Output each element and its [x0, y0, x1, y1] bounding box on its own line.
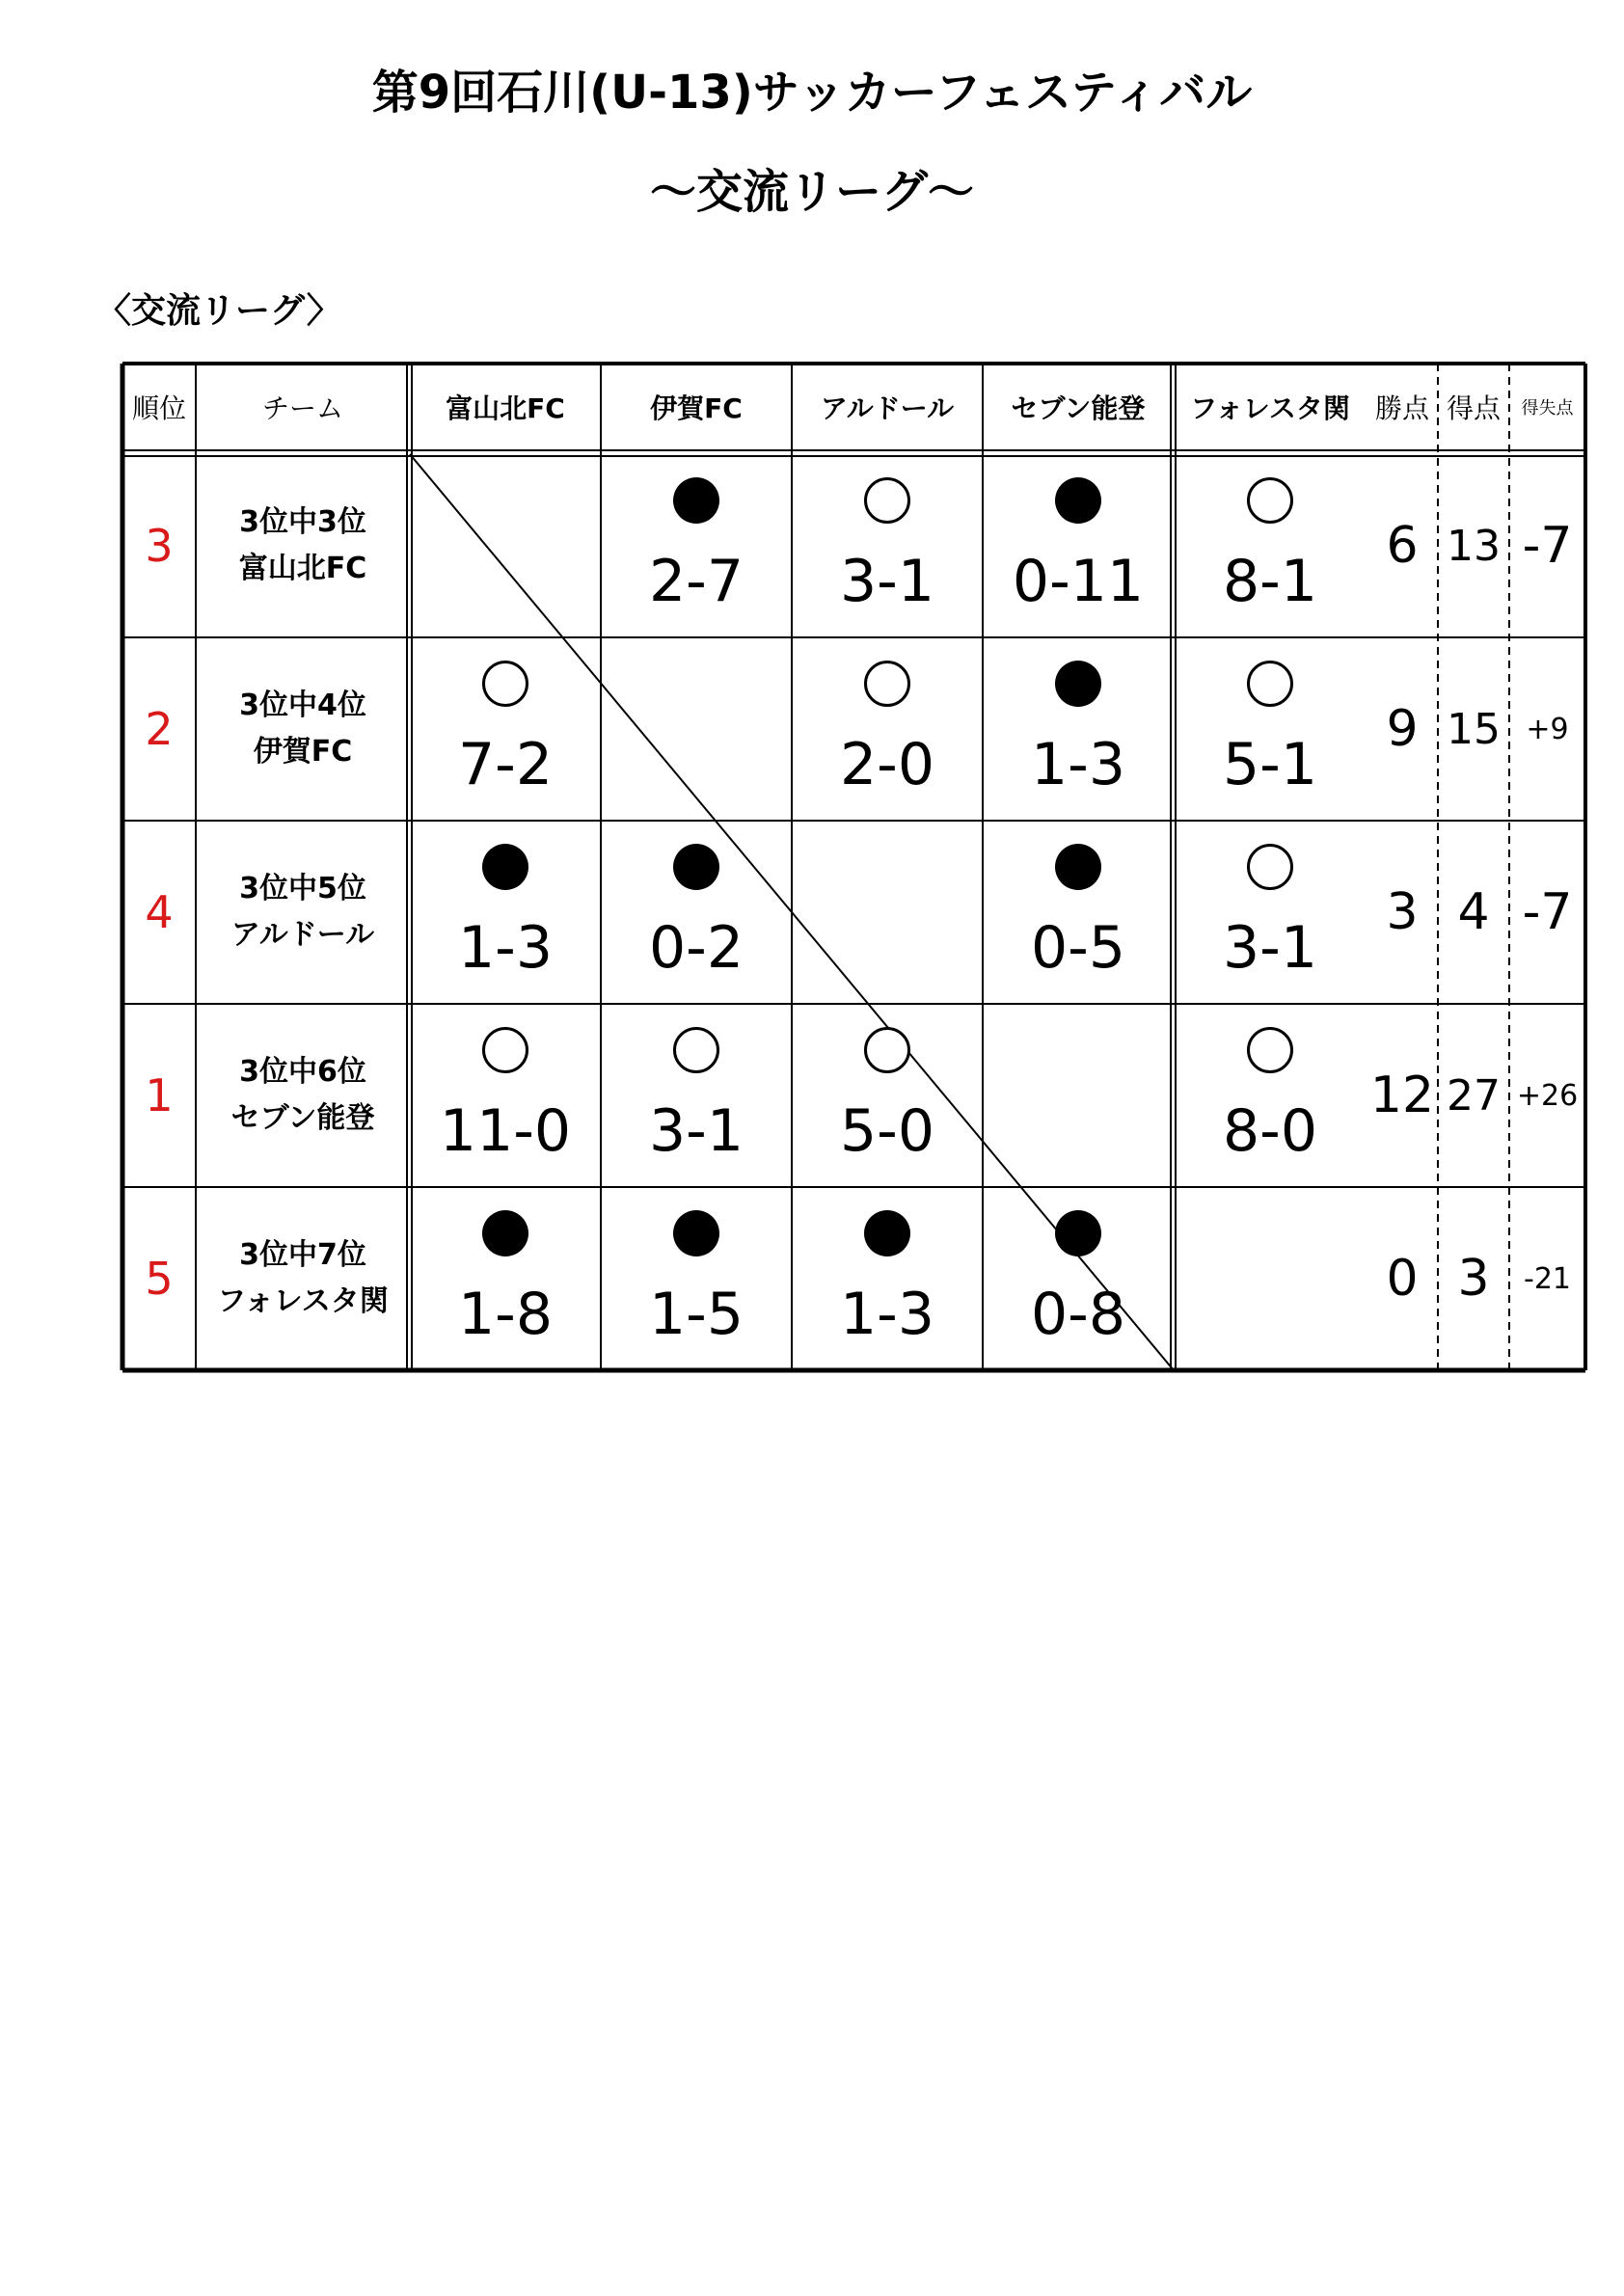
match-score: 1-3 [1031, 731, 1125, 798]
goal-diff-value: -21 [1524, 1261, 1571, 1296]
match-score: 1-3 [840, 1281, 934, 1348]
page-subtitle: ～交流リーグ～ [649, 165, 974, 219]
match-score: 0-8 [1031, 1281, 1125, 1348]
loss-circle-icon [1055, 477, 1101, 524]
match-result [792, 637, 983, 821]
team-cell [196, 637, 410, 821]
win-circle-icon [864, 1027, 910, 1073]
match-result [1174, 1004, 1367, 1187]
team-placement: 3位中4位 [239, 689, 366, 722]
match-result [1174, 637, 1367, 821]
match-score: 8-0 [1223, 1097, 1317, 1165]
match-result [410, 1187, 601, 1370]
team-placement: 3位中5位 [239, 872, 366, 905]
match-result [792, 1187, 983, 1370]
team-name: フォレスタ関 [217, 1284, 389, 1318]
page-title: 第9回石川(U-13)サッカーフェスティバル [371, 66, 1253, 120]
team-cell [196, 1004, 410, 1187]
header-opponent: セブン能登 [1011, 392, 1146, 424]
match-result [410, 1004, 601, 1187]
header-opponent: 伊賀FC [650, 392, 743, 424]
points-value: 6 [1386, 517, 1419, 575]
match-result [1174, 454, 1367, 637]
loss-circle-icon [864, 1210, 910, 1256]
goals-for-value: 3 [1457, 1250, 1490, 1308]
match-result [983, 637, 1174, 821]
match-score: 8-1 [1223, 548, 1317, 615]
points-value: 9 [1386, 700, 1419, 758]
goals-for-value: 4 [1457, 883, 1490, 941]
match-score: 3-1 [649, 1097, 744, 1165]
match-score: 2-0 [840, 731, 934, 798]
loss-circle-icon [1055, 1210, 1101, 1256]
goal-diff-value: +26 [1516, 1078, 1579, 1113]
team-name: セブン能登 [230, 1101, 375, 1135]
match-result [983, 1187, 1174, 1370]
match-score: 1-3 [458, 914, 553, 982]
rank-value: 1 [145, 1069, 174, 1121]
win-circle-icon [864, 477, 910, 524]
win-circle-icon [1247, 661, 1293, 707]
points-value: 0 [1386, 1250, 1419, 1308]
header-opponent: アルドール [820, 392, 955, 424]
section-label: 〈交流リーグ〉 [96, 291, 341, 331]
header-points: 勝点 [1374, 392, 1429, 424]
match-result [410, 637, 601, 821]
loss-circle-icon [1055, 661, 1101, 707]
loss-circle-icon [673, 477, 719, 524]
team-cell [196, 454, 410, 637]
match-result [792, 454, 983, 637]
match-result [410, 821, 601, 1004]
team-name: 伊賀FC [253, 735, 353, 769]
league-table [122, 364, 1585, 1373]
points-value: 3 [1386, 883, 1419, 941]
win-circle-icon [1247, 844, 1293, 890]
win-circle-icon [482, 661, 528, 707]
header-team: チーム [261, 392, 343, 424]
match-score: 5-0 [840, 1097, 934, 1165]
team-placement: 3位中3位 [239, 505, 366, 539]
loss-circle-icon [673, 1210, 719, 1256]
team-name: アルドール [230, 918, 375, 952]
match-score: 0-11 [1012, 548, 1145, 615]
team-name: 富山北FC [238, 552, 367, 585]
goal-diff-value: -7 [1522, 517, 1573, 575]
match-result [601, 1004, 792, 1187]
match-score: 7-2 [458, 731, 553, 798]
team-placement: 3位中7位 [239, 1238, 366, 1272]
goals-for-value: 15 [1447, 704, 1501, 754]
win-circle-icon [1247, 477, 1293, 524]
header-opponent: フォレスタ関 [1190, 392, 1350, 424]
rank-value: 3 [145, 520, 174, 572]
header-rank: 順位 [131, 392, 186, 424]
match-result [983, 821, 1174, 1004]
match-score: 3-1 [1223, 914, 1317, 982]
win-circle-icon [1247, 1027, 1293, 1073]
match-result [601, 1187, 792, 1370]
loss-circle-icon [673, 844, 719, 890]
goal-diff-value: -7 [1522, 883, 1573, 941]
match-result [601, 821, 792, 1004]
match-result [983, 454, 1174, 637]
match-score: 11-0 [439, 1097, 572, 1165]
rank-value: 5 [145, 1253, 174, 1305]
points-value: 12 [1369, 1067, 1435, 1124]
win-circle-icon [482, 1027, 528, 1073]
goal-diff-value: +9 [1526, 712, 1569, 746]
match-score: 1-5 [649, 1281, 744, 1348]
match-result [601, 454, 792, 637]
win-circle-icon [864, 661, 910, 707]
win-circle-icon [673, 1027, 719, 1073]
match-score: 0-2 [649, 914, 744, 982]
rank-value: 2 [145, 703, 174, 755]
loss-circle-icon [482, 844, 528, 890]
team-cell [196, 821, 410, 1004]
team-cell [196, 1187, 410, 1370]
loss-circle-icon [1055, 844, 1101, 890]
match-score: 3-1 [840, 548, 934, 615]
header-goal-diff: 得失点 [1521, 398, 1574, 419]
match-result [1174, 821, 1367, 1004]
team-placement: 3位中6位 [239, 1055, 366, 1089]
header-goals-for: 得点 [1446, 392, 1501, 424]
match-score: 1-8 [458, 1281, 553, 1348]
match-result [792, 1004, 983, 1187]
goals-for-value: 13 [1447, 521, 1501, 571]
rank-value: 4 [145, 886, 174, 938]
header-opponent: 富山北FC [446, 392, 565, 424]
goals-for-value: 27 [1447, 1070, 1501, 1121]
match-score: 0-5 [1031, 914, 1125, 982]
match-score: 5-1 [1223, 731, 1317, 798]
match-score: 2-7 [649, 548, 744, 615]
loss-circle-icon [482, 1210, 528, 1256]
